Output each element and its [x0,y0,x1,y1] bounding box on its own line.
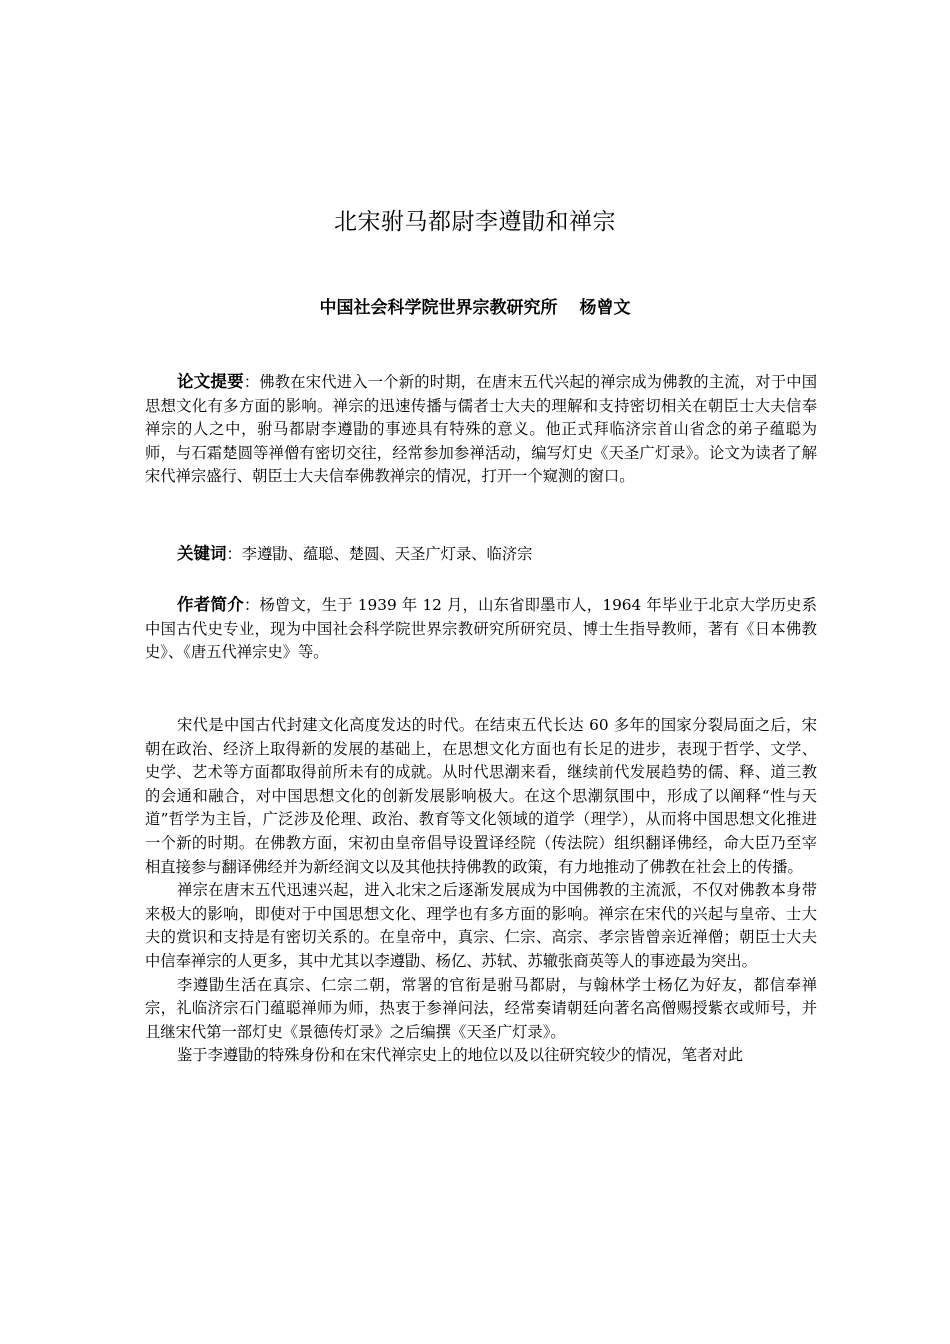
author-bio-section [145,593,817,665]
body-text [145,714,817,1068]
body-paragraph: 李遵勖生活在真宗、仁宗二朝，常署的官衔是驸马都尉，与翰林学士杨亿为好友，都信奉禅宗，礼临济宗石门蕴聪禅师为师，热衷于参禅问法，经常奏请朝廷向著名高僧赐授紫衣或师号，并且继宋代第一部灯史《景德传灯录》之后编撰《天圣广灯录》。 [145,975,817,1041]
keywords-section [145,542,817,567]
body-paragraph: 宋代是中国古代封建文化高度发达的时代。在结束五代长达 60 多年的国家分裂局面之后，宋朝在政治、经济上取得新的发展的基础上，在思想文化方面也有长足的进步，表现于哲学、文学、史学、艺术等方面都取得前所未有的成就。从时代思潮来看，继续前代发展趋势的儒、释、道三教的会通和融合，对中国思想文化的创新发展影响极大。在这个思潮氛围中，形成了以阐释“性与天道”哲学为主旨，广泛涉及伦理、政治、教育等文化领域的道学（理学），从而将中国思想文化推进一个新的时期。在佛教方面，宋初由皇帝倡导设置译经院（传法院）组织翻译佛经，命大臣乃至宰相直接参与翻译佛经并为新经润文以及其他扶持佛教的政策，有力地推动了佛教在社会上的传播。 [145,716,817,876]
keywords-text: ：李遵勖、蕴聪、楚圆、天圣广灯录、临济宗 [226,545,533,563]
abstract-text: ：佛教在宋代进入一个新的时期，在唐末五代兴起的禅宗成为佛教的主流，对于中国思想文化有多方面的影响。禅宗的迅速传播与儒者士大夫的理解和支持密切相关在朝臣士大夫信奉禅宗的人之中，驸马都尉李遵勖的事迹具有特殊的意义。他正式拜临济宗首山省念的弟子蕴聪为师，与石霜楚圆等禅僧有密切交往，经常参加参禅活动，编写灯史《天圣广灯录》。论文为读者了解宋代禅宗盛行、朝臣士大夫信奉佛教禅宗的情况，打开一个窥测的窗口。 [145,373,817,485]
author-bio-text: ：杨曾文，生于 1939 年 12 月，山东省即墨市人，1964 年毕业于北京大学历史系中国古代史专业，现为中国社会科学院世界宗教研究所研究员、博士生指导教师，著有《日本佛教史》、《唐五代禅宗史》等。 [145,596,818,661]
keywords-label: 关键词 [177,544,227,563]
abstract-label: 论文提要 [177,372,244,391]
abstract-section [145,370,817,489]
body-paragraph: 禅宗在唐末五代迅速兴起，进入北宋之后逐渐发展成为中国佛教的主流派，不仅对佛教本身带来极大的影响，即使对于中国思想文化、理学也有多方面的影响。禅宗在宋代的兴起与皇帝、士大夫的赏识和支持是有密切关系的。在皇帝中，真宗、仁宗、高宗、孝宗皆曾亲近禅僧；朝臣士大夫中信奉禅宗的人更多，其中尤其以李遵勖、杨亿、苏轼、苏辙张商英等人的事迹最为突出。 [145,881,817,970]
author-institution: 中国社会科学院世界宗教研究所 [319,298,558,318]
author-name: 杨曾文 [579,298,631,318]
body-paragraph: 鉴于李遵勖的特殊身份和在宋代禅宗史上的地位以及以往研究较少的情况，笔者对此 [177,1046,743,1065]
paper-title: 北宋驸马都尉李遵勖和禅宗 [334,209,616,235]
author-bio-label: 作者简介 [177,595,244,614]
author-byline [0,293,950,318]
